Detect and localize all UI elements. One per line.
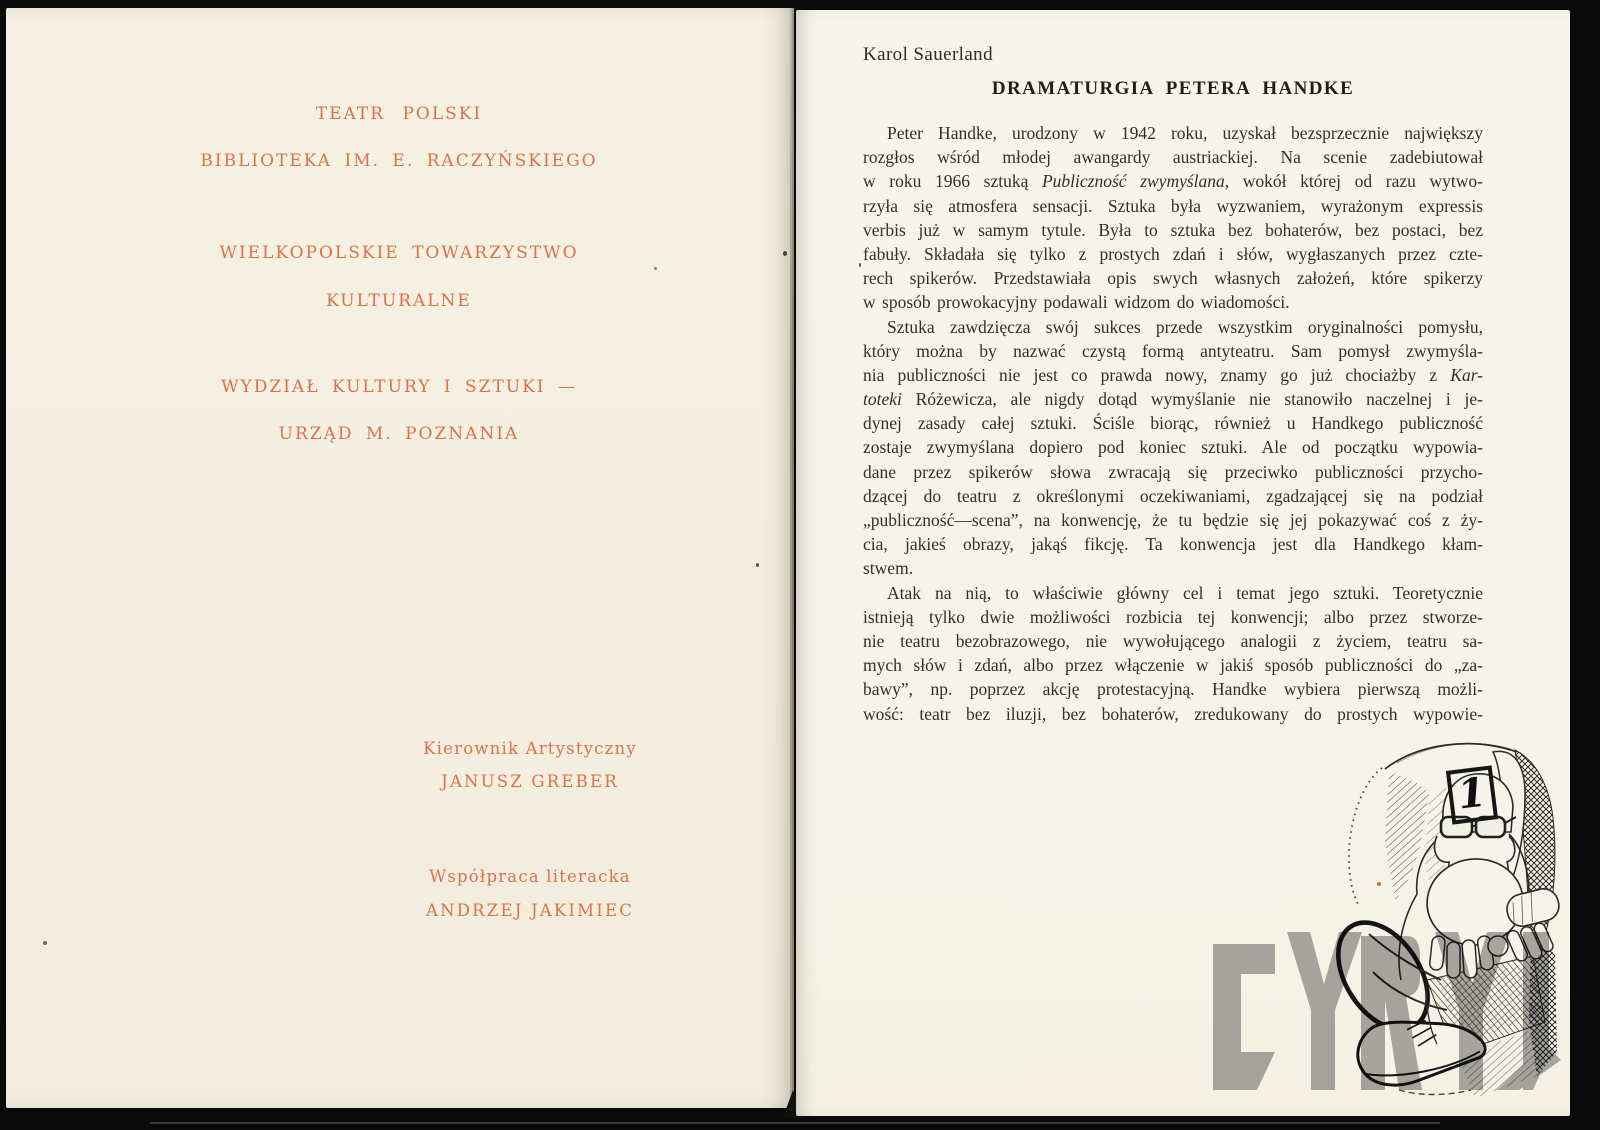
essay-text [863,121,1483,726]
org-title: BIBLIOTEKA IM. E. RACZYŃSKIEGO [200,151,598,171]
text-line: w sposób prowokacyjny podawali widzom do wiadomości. [863,292,1290,313]
essay-title: DRAMATURGIA PETERA HANDKE [991,78,1355,99]
org-title: URZĄD M. POZNANIA [278,424,520,444]
number-one-card: 1 [1446,765,1498,824]
paragraph [863,581,1483,726]
text-line: rozgłos wśród młodej awangardy austriackiej. Na scenie zadebiutował [863,147,1483,168]
text-line: dane przez spikerów słowa zwracają się przeciwko publiczności przycho- [863,461,1483,482]
scan-speck [859,263,861,267]
text-line: wość: teatr bez iluzji, bez bohaterów, zredukowany do prostych wypowie- [863,703,1483,724]
text-line: fabuły. Składała się tylko z prostych zdań i słów, wygłaszanych przez czte- [863,243,1483,264]
scan-speck [654,267,657,270]
cyryl-watermark [1211,932,1583,1090]
org-title: WIELKOPOLSKIE TOWARZYSTWO [219,243,579,263]
org-title: WYDZIAŁ KULTURY I SZTUKI — [221,377,577,397]
book-spine [790,8,794,1112]
text-line: który można by nazwać czystą formą antyteatru. Sam pomysł zwymyśla- [863,340,1483,361]
text-line: zostaje zwymyślana dopiero pod koniec sztuki. Ale od początku wypowia- [863,437,1483,458]
text-line: „publiczność—scena”, na konwencję, że tu będzie się jej pokazywać coś z ży- [863,510,1483,530]
org-title: TEATR POLSKI [315,104,483,124]
text-line: Atak na nią, to właściwie główny cel i temat jego sztuki. Teoretycznie [887,582,1483,603]
text-line: dzącej do teatru z określonymi oczekiwaniami, zgadzającej się na podział [863,485,1483,506]
text-line: toteki Różewicza, ale nigdy dotąd wymyślanie nie stanowiło naczelnej i je- [863,389,1483,410]
credit-name: ANDRZEJ JAKIMIEC [425,901,635,920]
text-line: nie teatru bezobrazowego, nie wywołującego analogii z życiem, teatru sa- [863,630,1483,651]
credit-name: JANUSZ GREBER [441,772,619,791]
text-line: w roku 1966 sztuką Publiczność zwymyślana, wokół której od razu wytwo- [863,171,1483,192]
text-line: cia, jakieś obrazy, jakąś fikcję. Ta konwencja jest dla Handkego kłam- [863,534,1483,555]
text-line: dynej zasady całej sztuki. Ściśle biorąc, również u Handkego publiczność [863,413,1483,434]
paragraph [863,121,1483,315]
scan-speck [1377,882,1381,886]
text-line: rech spikerów. Przedstawiała opis swych własnych założeń, które spikerzy [863,268,1483,289]
credit-role: Współpraca literacka [429,867,631,886]
scan-speck [783,251,787,256]
text-line: nia publiczności nie jest co prawda nowy, znamy go już chociażby z Kar- [863,364,1483,385]
text-line: istnieją tylko dwie możliwości rozbicia tej konwencji; albo przez stworze- [863,606,1483,627]
text-line: Sztuka zawdzięcza swój sukces przede wszystkim oryginalności pomysłu, [887,316,1483,337]
scan-speck [43,941,47,945]
left-page [6,8,792,1108]
text-line: bawy”, np. poprzez akcję protestacyjną. Handke wybiera pierwszą możli- [863,679,1483,700]
scan-speck [756,563,759,567]
credit-role: Kierownik Artystyczny [423,739,637,758]
paragraph [863,315,1483,581]
essay-author: Karol Sauerland [863,44,993,65]
scanner-edge-line [150,1122,1440,1124]
org-title: KULTURALNE [326,291,472,311]
text-line: mych słów i zdań, albo przez włączenie w jakiś sposób publiczności do „za- [863,655,1483,676]
text-line: rzyła się atmosfera sensacji. Sztuka była wyzwaniem, wyrażonym expressis [863,195,1483,216]
text-line: verbis już w samym tytule. Była to sztuka bez bohaterów, bez postaci, bez [863,219,1483,240]
text-line: stwem. [863,558,914,579]
text-line: Peter Handke, urodzony w 1942 roku, uzyskał bezsprzecznie największy [887,123,1483,143]
